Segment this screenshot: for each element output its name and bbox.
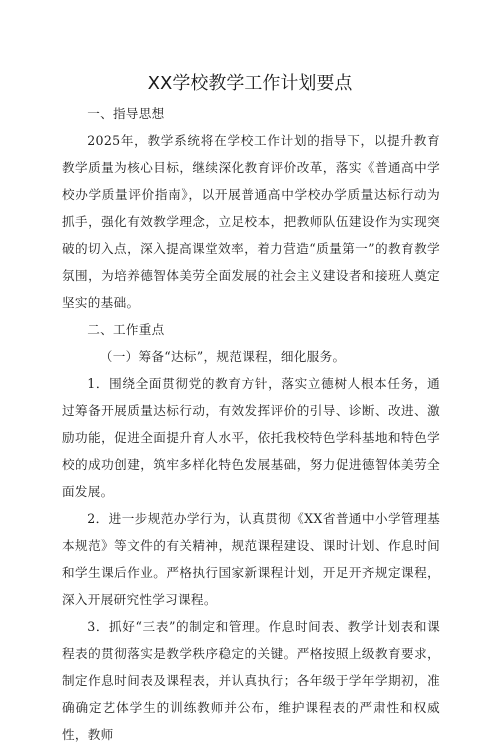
document-body [62, 100, 440, 748]
list-item-1: 1．围绕全面贯彻党的教育方针，落实立德树人根本任务，通过筹备开展质量达标行动，有效发挥评价的引导、诊断、改进、激励功能，促进全面提升育人水平，依托我校特色学科基地和特色学校的成功创建，筑牢多样化特色发展基础，努力促进德智体美劳全面发展。 [62, 376, 440, 499]
document-title: XX学校教学工作计划要点 [147, 73, 353, 94]
paragraph-guiding-ideology: 2025年，教学系统将在学校工作计划的指导下，以提升教育教学质量为核心目标，继续深化教育评价改革，落实《普通高中学校办学质量评价指南》，以开展普通高中学校办学质量达标行动为抓手，强化有效教学理念，立足校本，把教师队伍建设作为实现突破的切入点，深入提高课堂效率，着力营造“质量第一”的教育教学氛围，为培养德智体美劳全面发展的社会主义建设者和接班人奠定坚实的基础。 [62, 133, 440, 310]
list-item-2: 2．进一步规范办学行为，认真贯彻《XX省普通中小学管理基本规范》等文件的有关精神，规范课程建设、课时计划、作息时间和学生课后作业。严格执行国家新课程计划，开足开齐规定课程，深入开展研究性学习课程。 [62, 511, 440, 607]
list-item-3: 3．抓好“三表”的制定和管理。作息时间表、教学计划表和课程表的贯彻落实是教学秩序稳定的关键。严格按照上级教育要求，制定作息时间表及课程表，并认真执行；各年级于学年学期初，准确确定艺体学生的训练教师并公布，维护课程表的严肃性和权威性，教师 [62, 619, 440, 742]
subsection-heading-1: （一）筹备“达标”，规范课程，细化服务。 [99, 349, 346, 364]
section-heading-work-focus: 二、工作重点 [87, 322, 165, 337]
section-heading-guiding-ideology: 一、指导思想 [87, 106, 165, 121]
